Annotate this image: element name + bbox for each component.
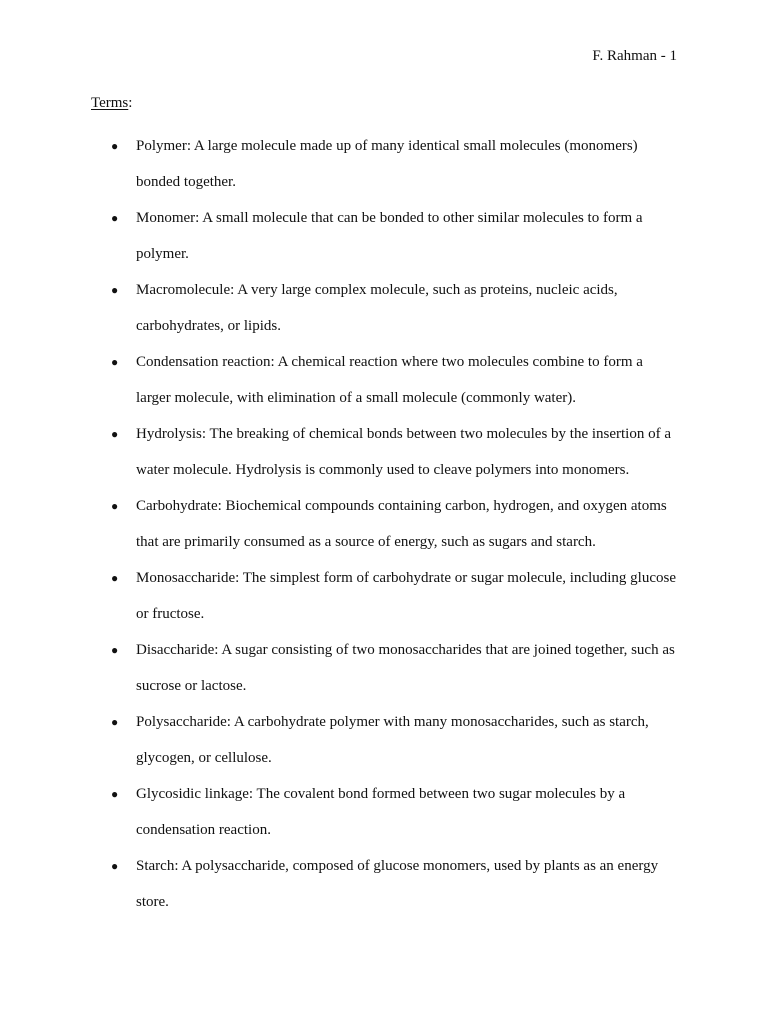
term-macromolecule bbox=[0, 272, 681, 344]
term-carbohydrate bbox=[0, 488, 681, 560]
term-text: Starch: A polysaccharide, composed of glucose monomers, used by plants as an energy store. bbox=[136, 858, 659, 910]
bullet-icon: ● bbox=[111, 139, 119, 153]
section-title: Terms bbox=[91, 95, 129, 111]
term-text: Monomer: A small molecule that can be bonded to other similar molecules to form a polymer. bbox=[136, 210, 643, 262]
term-text: Hydrolysis: The breaking of chemical bonds between two molecules by the insertion of a water molecule. Hydrolysis is commonly used to cleave polymers into monomers. bbox=[136, 426, 672, 478]
page-header: F. Rahman - 1 bbox=[592, 48, 677, 64]
term-condensation-reaction bbox=[0, 344, 681, 416]
term-text: Polymer: A large molecule made up of many identical small molecules (monomers) bonded together. bbox=[136, 138, 638, 190]
term-disaccharide bbox=[0, 632, 681, 704]
terms-list bbox=[0, 128, 768, 920]
term-text: Disaccharide: A sugar consisting of two monosaccharides that are joined together, such as sucrose or lactose. bbox=[136, 642, 675, 694]
term-glycosidic-linkage bbox=[0, 776, 681, 848]
term-monosaccharide bbox=[0, 560, 681, 632]
bullet-icon: ● bbox=[111, 499, 119, 513]
bullet-icon: ● bbox=[111, 715, 119, 729]
term-text: Macromolecule: A very large complex molecule, such as proteins, nucleic acids, carbohydrates, or lipids. bbox=[136, 282, 618, 334]
term-monomer bbox=[0, 200, 681, 272]
term-polysaccharide bbox=[0, 704, 681, 776]
term-text: Glycosidic linkage: The covalent bond formed between two sugar molecules by a condensation reaction. bbox=[136, 786, 626, 838]
bullet-icon: ● bbox=[111, 571, 119, 585]
term-text: Condensation reaction: A chemical reaction where two molecules combine to form a larger molecule, with elimination of a small molecule (commonly water). bbox=[136, 354, 643, 406]
term-text: Monosaccharide: The simplest form of carbohydrate or sugar molecule, including glucose or fructose. bbox=[136, 570, 676, 622]
bullet-icon: ● bbox=[111, 211, 119, 225]
bullet-icon: ● bbox=[111, 355, 119, 369]
section-title-colon: : bbox=[128, 95, 133, 111]
term-text: Carbohydrate: Biochemical compounds containing carbon, hydrogen, and oxygen atoms that are primarily consumed as a source of energy, such as sugars and starch. bbox=[136, 498, 667, 550]
term-text: Polysaccharide: A carbohydrate polymer with many monosaccharides, such as starch, glycogen, or cellulose. bbox=[136, 714, 649, 766]
bullet-icon: ● bbox=[111, 787, 119, 801]
bullet-icon: ● bbox=[111, 859, 119, 873]
term-polymer bbox=[0, 128, 681, 200]
term-starch bbox=[0, 848, 681, 920]
bullet-icon: ● bbox=[111, 643, 119, 657]
section-heading bbox=[91, 93, 132, 113]
term-hydrolysis bbox=[0, 416, 681, 488]
bullet-icon: ● bbox=[111, 283, 119, 297]
bullet-icon: ● bbox=[111, 427, 119, 441]
